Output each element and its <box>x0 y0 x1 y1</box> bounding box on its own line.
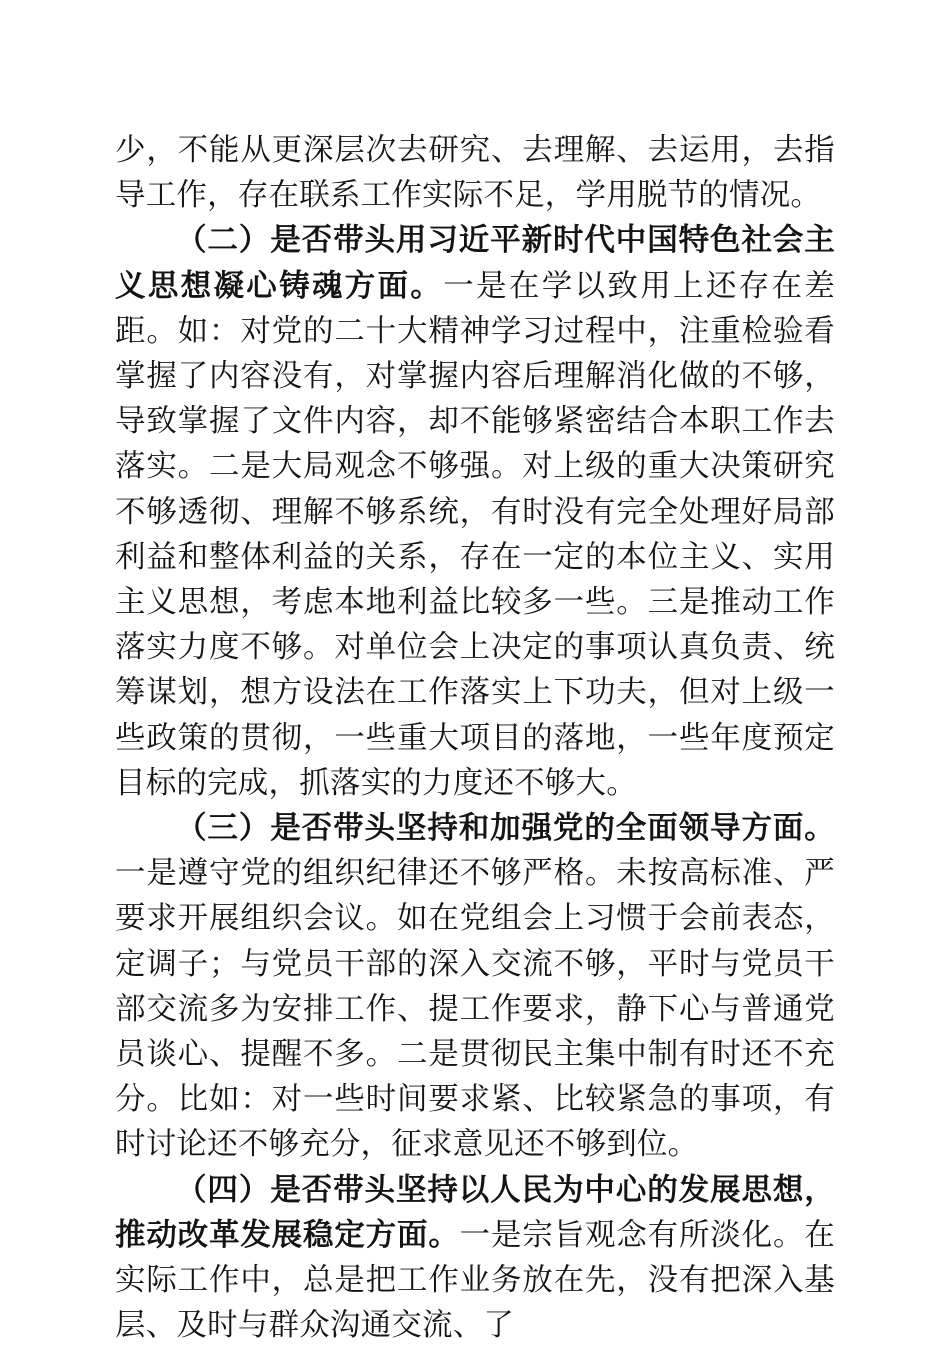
document-text-body <box>115 128 835 1348</box>
section-heading-3: （三）是否带头坚持和加强党的全面领导方面。 <box>176 810 835 847</box>
section-heading-2: （二）是否带头用习近平新时代中国特色社会主义思想凝心铸魂方面。 <box>115 222 835 304</box>
section-body-3: 一是遵守党的组织纪律还不够严格。未按高标准、严要求开展组织会议。如在党组会上习惯于会前表态，定调子；与党员干部的深入交流不够，平时与党员干部交流多为安排工作、提工作要求，静下心与普通党员谈心、提醒不多。二是贯彻民主集中制有时还不充分。比如：对一些时间要求紧、比较紧急的事项，有时讨论还不够充分，征求意见还不够到位。 <box>115 856 835 1163</box>
paragraph-section-3 <box>115 806 835 1168</box>
paragraph-body-text: 少，不能从更深层次去研究、去理解、去运用，去指导工作，存在联系工作实际不足，学用脱节的情况。 <box>115 133 835 214</box>
paragraph-section-2 <box>115 218 835 806</box>
paragraph-section-4 <box>115 1168 835 1348</box>
paragraph-continuation <box>115 128 835 218</box>
section-body-2: 一是在学以致用上还存在差距。如：对党的二十大精神学习过程中，注重检验看掌握了内容没有，对掌握内容后理解消化做的不够，导致掌握了文件内容，却不能够紧密结合本职工作去落实。二是大局观念不够强。对上级的重大决策研究不够透彻、理解不够系统，有时没有完全处理好局部利益和整体利益的关系，存在一定的本位主义、实用主义思想，考虑本地利益比较多一些。三是推动工作落实力度不够。对单位会上决定的事项认真负责、统筹谋划，想方设法在工作落实上下功夫，但对上级一些政策的贯彻，一些重大项目的落地，一些年度预定目标的完成，抓落实的力度还不够大。 <box>115 268 836 801</box>
section-heading-4: （四）是否带头坚持以人民为中心的发展思想，推动改革发展稳定方面。 <box>115 1171 835 1253</box>
section-body-4: 一是宗旨观念有所淡化。在实际工作中，总是把工作业务放在先，没有把深入基层、及时与群众沟通交流、了 <box>115 1217 836 1344</box>
